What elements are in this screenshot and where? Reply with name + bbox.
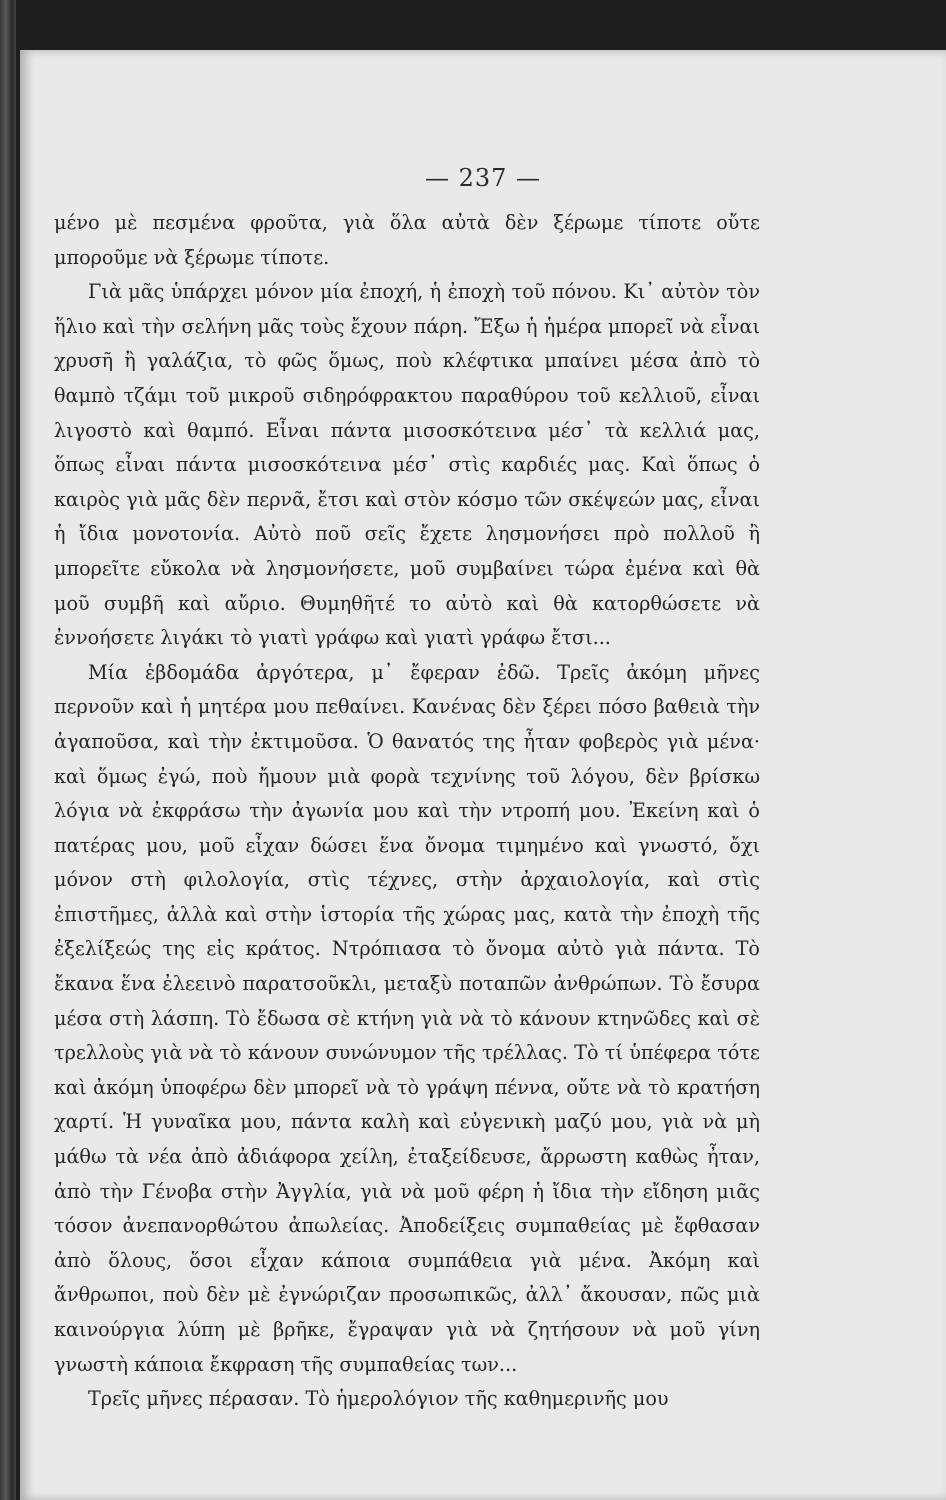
book-page [20,50,946,1500]
paragraph-continuation: μένο μὲ πεσμένα φροῦτα, γιὰ ὅλα αὐτὰ δὲν ξέρωμε τίποτε οὔτε μποροῦμε νὰ ξέρωμε τίποτε. [54,211,760,269]
paragraph: Τρεῖς μῆνες πέρασαν. Τὸ ἡμερολόγιον τῆς καθημερινῆς μου [88,1387,669,1411]
paragraph: Γιὰ μᾶς ὑπάρχει μόνον μία ἐποχή, ἡ ἐποχὴ τοῦ πόνου. Κι᾿ αὐτὸν τὸν ἥλιο καὶ τὴν σελήνη μᾶς τοὺς ἔχουν πάρη. Ἔξω ἡ ἡμέρα μπορεῖ νὰ εἶναι χρυσῆ ἢ γαλάζια, τὸ φῶς ὅμως, ποὺ κλέφτικα μπαίνει μέσα ἀπὸ τὸ θαμπὸ τζάμι τοῦ μικροῦ σιδηρόφρακτου παραθύρου τοῦ κελλιοῦ, εἶναι λιγοστὸ καὶ θαμπό. Εἶναι πάντα μισοσκότεινα μέσ᾿ τὰ κελλιά μας, ὅπως εἶναι πάντα μισοσκότεινα μέσ᾿ στὶς καρδιές μας. Καὶ ὅπως ὁ καιρὸς γιὰ μᾶς δὲν περνᾶ, ἔτσι καὶ στὸν κόσμο τῶν σκέψεών μας, εἶναι ἡ ἴδια μονοτονία. Αὐτὸ ποῦ σεῖς ἔχετε λησμονήσει πρὸ πολλοῦ ἢ μπορεῖτε εὔκολα νὰ λησμονήσετε, μοῦ συμβαίνει τώρα ἐμένα καὶ θὰ μοῦ συμβῆ καὶ αὔριο. Θυμηθῆτέ το αὐτὸ καὶ θὰ κατορθώσετε νὰ ἐννοήσετε λιγάκι τὸ γιατὶ γράφω καὶ γιατὶ γράφω ἔτσι... [54,280,760,650]
scan-edge-strip [0,0,16,1500]
paragraph: Μία ἑβδομάδα ἀργότερα, μ᾿ ἔφεραν ἐδῶ. Τρεῖς ἀκόμη μῆνες περνοῦν καὶ ἡ μητέρα μου πεθαίνει. Κανένας δὲν ξέρει πόσο βαθειὰ τὴν ἀγαποῦσα, καὶ τὴν ἐκτιμοῦσα. Ὁ θανατός της ἦταν φοβερὸς γιὰ μένα· καὶ ὅμως ἐγώ, ποὺ ἤμουν μιὰ φορὰ τεχνίνης τοῦ λόγου, δὲν βρίσκω λόγια νὰ ἐκφράσω τὴν ἀγωνία μου καὶ τὴν ντροπή μου. Ἐκείνη καὶ ὁ πατέρας μου, μοῦ εἶχαν δώσει ἕνα ὄνομα τιμημένο καὶ γνωστό, ὄχι μόνον στὴ φιλολογία, στὶς τέχνες, στὴν ἀρχαιολογία, καὶ στὶς ἐπιστῆμες, ἀλλὰ καὶ στὴν ἱστορία τῆς χώρας μας, κατὰ τὴν ἐποχὴ τῆς ἐξελίξεώς της εἰς κράτος. Ντρόπιασα τὸ ὄνομα αὐτὸ γιὰ πάντα. Τὸ ἔκανα ἕνα ἐλεεινὸ παρατσοῦκλι, μεταξὺ ποταπῶν ἀνθρώπων. Τὸ ἔσυρα μέσα στὴ λάσπη. Τὸ ἔδωσα σὲ κτήνη γιὰ νὰ τὸ κάνουν κτηνῶδες καὶ σὲ τρελλοὺς γιὰ νὰ τὸ κάνουν συνώνυμον τῆς τρέλλας. Τὸ τί ὑπέφερα τότε καὶ ἀκόμη ὑποφέρω δὲν μπορεῖ νὰ τὸ γράψη πέννα, οὔτε νὰ τὸ κρατήση χαρτί. Ἡ γυναῖκα μου, πάντα καλὴ καὶ εὐγενικὴ μαζύ μου, γιὰ νὰ μὴ μάθω τὰ νέα ἀπὸ ἀδιάφορα χείλη, ἐταξείδευσε, ἄρρωστη καθὼς ἦταν, ἀπὸ τὴν Γένοβα στὴν Ἀγγλία, γιὰ νὰ μοῦ φέρη ἡ ἴδια τὴν εἴδηση μιᾶς τόσον ἀνεπανορθώτου ἀπωλείας. Ἀποδείξεις συμπαθείας μὲ ἔφθασαν ἀπὸ ὅλους, ὅσοι εἶχαν κάποια συμπάθεια γιὰ μένα. Ἀκόμη καὶ ἄνθρωποι, ποὺ δὲν μὲ ἐγνώριζαν προσωπικῶς, ἀλλ᾿ ἄκουσαν, πῶς μιὰ καινούργια λύπη μὲ βρῆκε, ἔγραψαν γιὰ νὰ ζητήσουν νὰ μοῦ γίνη γνωστὴ κάποια ἔκφραση τῆς συμπαθείας των... [54,660,760,1376]
page-number: — 237 — [424,164,542,192]
body-text [54,206,760,1417]
